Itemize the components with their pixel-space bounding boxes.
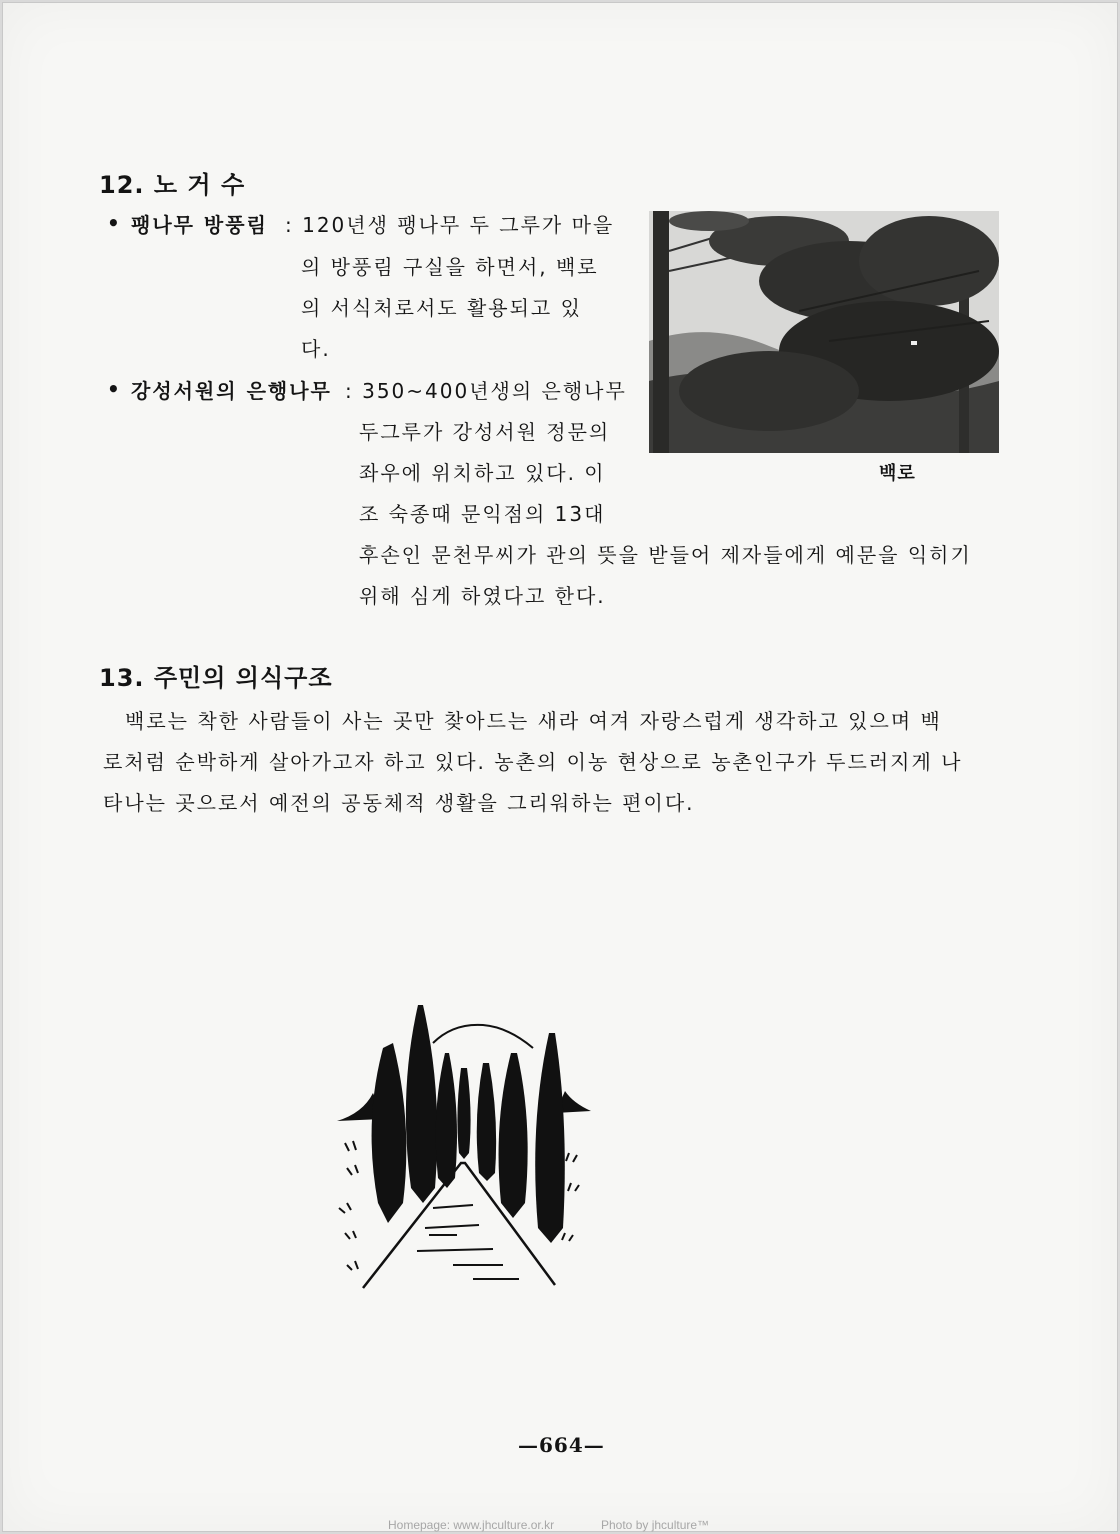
item2-line: 조 숙종때 문익점의 13대 xyxy=(359,502,606,526)
photo-caption: 백로 xyxy=(879,463,916,484)
item1-line: : 120년생 팽나무 두 그루가 마을 xyxy=(285,213,615,237)
section-13-title: 13. 주민의 의식구조 xyxy=(99,664,333,692)
item1-line: 다. xyxy=(301,337,331,361)
item2-line: 두그루가 강성서원 정문의 xyxy=(359,420,611,444)
item1-line: 의 서식처로서도 활용되고 있 xyxy=(301,296,582,320)
footer-photo-credit: Photo by jhculture™ xyxy=(601,1518,710,1532)
section-12-title: 12. 노 거 수 xyxy=(99,171,246,199)
bullet: • xyxy=(107,377,122,401)
section-13-line: 백로는 착한 사람들이 사는 곳만 찾아드는 새라 여겨 자랑스럽게 생각하고 있으며 백 xyxy=(125,709,942,733)
page-number: —664— xyxy=(518,1433,605,1457)
tree-lined-path-illustration xyxy=(333,1003,595,1297)
footer-homepage: Homepage: www.jhculture.or.kr xyxy=(388,1518,555,1532)
item2-line: 좌우에 위치하고 있다. 이 xyxy=(359,461,606,485)
heron-pine-photo xyxy=(649,211,999,453)
item2-line: : 350~400년생의 은행나무 xyxy=(345,379,627,403)
item1-label: 팽나무 방풍림 xyxy=(131,213,268,237)
section-13-line: 로처럼 순박하게 살아가고자 하고 있다. 농촌의 이농 현상으로 농촌인구가 두드러지게 나 xyxy=(103,750,963,774)
item2-line: 후손인 문천무씨가 관의 뜻을 받들어 제자들에게 예문을 익히기 xyxy=(359,543,972,567)
item2-label: 강성서원의 은행나무 xyxy=(131,379,332,403)
section-13-line: 타나는 곳으로서 예전의 공동체적 생활을 그리워하는 편이다. xyxy=(103,791,695,815)
item1-line: 의 방풍림 구실을 하면서, 백로 xyxy=(301,255,599,279)
item2-line: 위해 심게 하였다고 한다. xyxy=(359,584,606,608)
bullet: • xyxy=(107,211,122,235)
document-page xyxy=(2,2,1118,1532)
